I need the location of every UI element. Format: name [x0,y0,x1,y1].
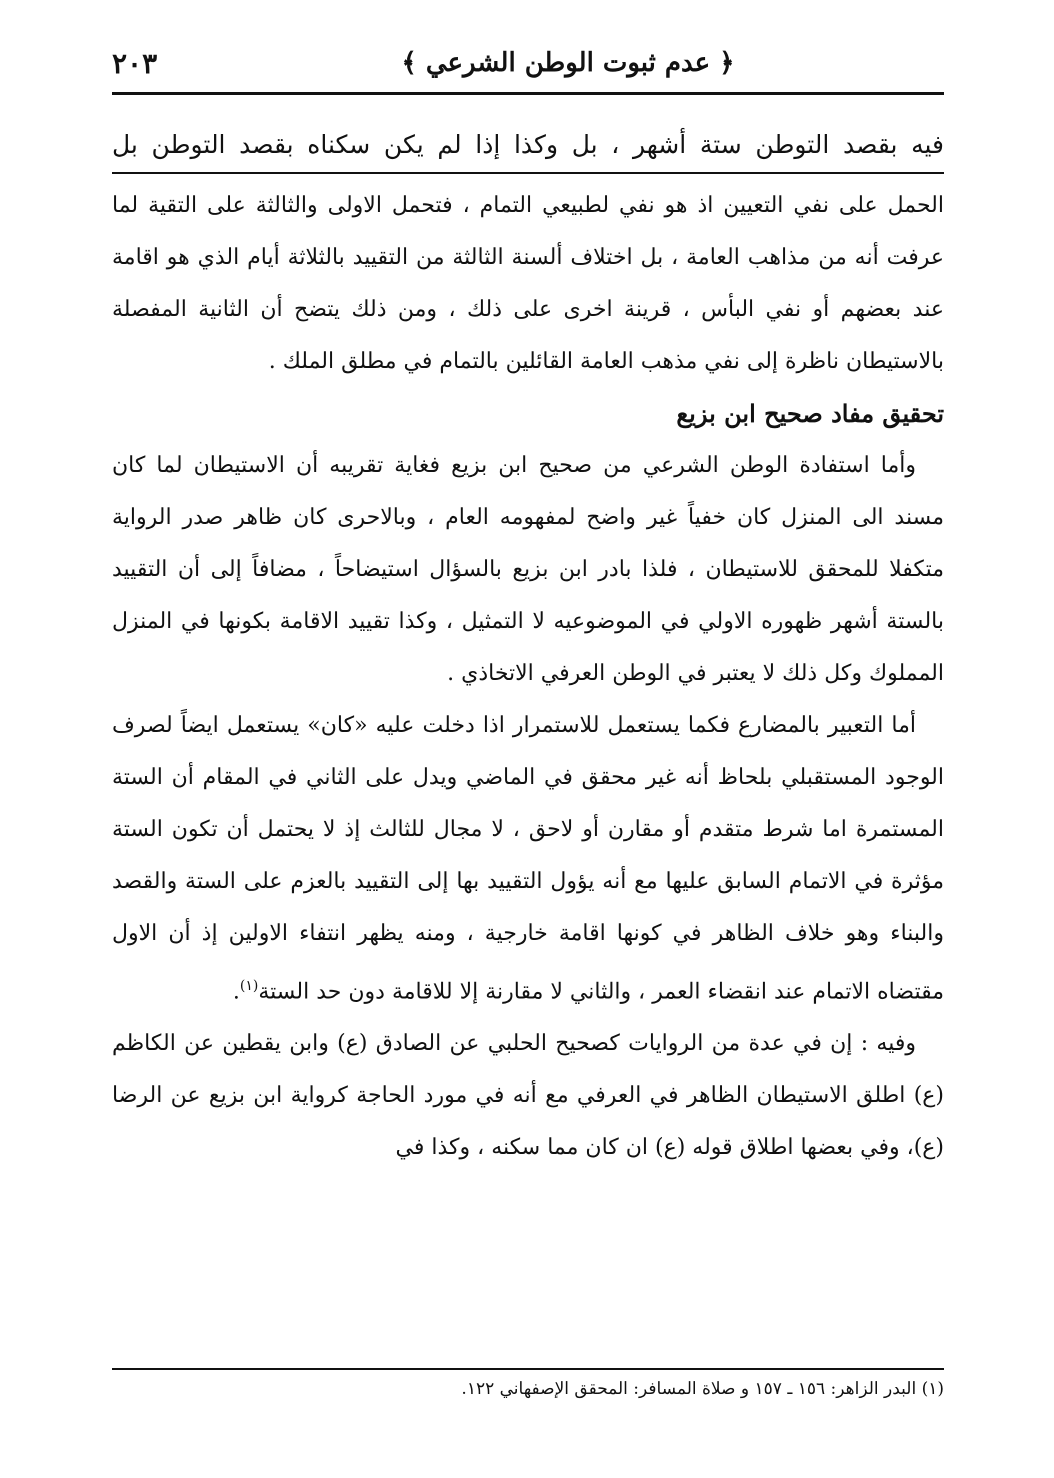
paragraph-3 [112,700,944,1018]
continuation-line: فيه بقصد التوطن ستة أشهر ، بل وكذا إذا لم يكن سكناه بقصد التوطن بل [112,130,944,159]
running-title: ﴿ عدم ثبوت الوطن الشرعي ﴾ [401,48,735,78]
footnote: (١) البدر الزاهر: ١٥٦ ـ ١٥٧ و صلاة المسافر: المحقق الإصفهاني ١٢٢. [461,1379,944,1399]
footnote-ref: (١) [239,978,259,994]
header-rule [112,92,944,95]
section-heading: تحقيق مفاد صحيح ابن بزيع [676,399,944,428]
paragraph-3-text: أما التعبير بالمضارع فكما يستعمل للاستمرار اذا دخلت عليه «كان» يستعمل ايضاً لصرف الوجود المستقبلي بلحاظ أنه غير محقق في الماضي ويدل على الثاني في المقام أن الستة المستمرة اما شرط متقدم أو مقارن أو لاحق ، لا مجال للثالث إذ لا يحتمل أن تكون الستة مؤثرة في الاتمام السابق عليها مع أنه يؤول التقييد بها إلى التقييد بالعزم على الستة والقصد والبناء وهو خلاف الظاهر في كونها اقامة خارجية ، ومنه يظهر انتفاء الاولين إذ أن الاول مقتضاه الاتمام عند انقضاء العمر ، والثاني لا مقارنة إلا للاقامة دون حد الستة [112,713,944,1005]
paragraph-2: وأما استفادة الوطن الشرعي من صحيح ابن بزيع فغاية تقريبه أن الاستيطان لما كان مسند الى المنزل كان خفياً غير واضح لمفهومه العام ، وبالاحرى كان ظاهر صدر الرواية متكفلا للمحقق للاستيطان ، فلذا بادر ابن بزيع بالسؤال استيضاحاً ، مضافاً إلى أن التقييد بالستة أشهر ظهوره الاولي في الموضوعيه لا التمثيل ، وكذا تقييد الاقامة بكونها في المنزل المملوك وكل ذلك لا يعتبر في الوطن العرفي الاتخاذي . [112,453,944,686]
page-header [112,38,944,88]
page-number: ٢٠٣ [112,46,158,80]
main-text [112,118,944,1174]
footnote-rule [112,1368,944,1370]
paragraph-4: وفيه : إن في عدة من الروايات كصحيح الحلبي عن الصادق (ع) وابن يقطين عن الكاظم (ع) اطلق الاستيطان الظاهر في العرفي مع أنه في مورد الحاجة كرواية ابن بزيع عن الرضا (ع)، وفي بعضها اطلاق قوله (ع) ان كان مما سكنه ، وكذا في [112,1031,944,1161]
top-line-separator [112,172,944,174]
paragraph-1: الحمل على نفي التعيين اذ هو نفي لطبيعي التمام ، فتحمل الاولى والثالثة على التقية لما عرفت أنه من مذاهب العامة ، بل اختلاف ألسنة الثالثة من التقييد بالثلاثة أيام الذي هو اقامة عند بعضهم أو نفي البأس ، قرينة اخرى على ذلك ، ومن ذلك يتضح أن الثانية المفصلة بالاستيطان ناظرة إلى نفي مذهب العامة القائلين بالتمام في مطلق الملك . [112,193,944,374]
paragraph-3-end: . [232,979,240,1005]
